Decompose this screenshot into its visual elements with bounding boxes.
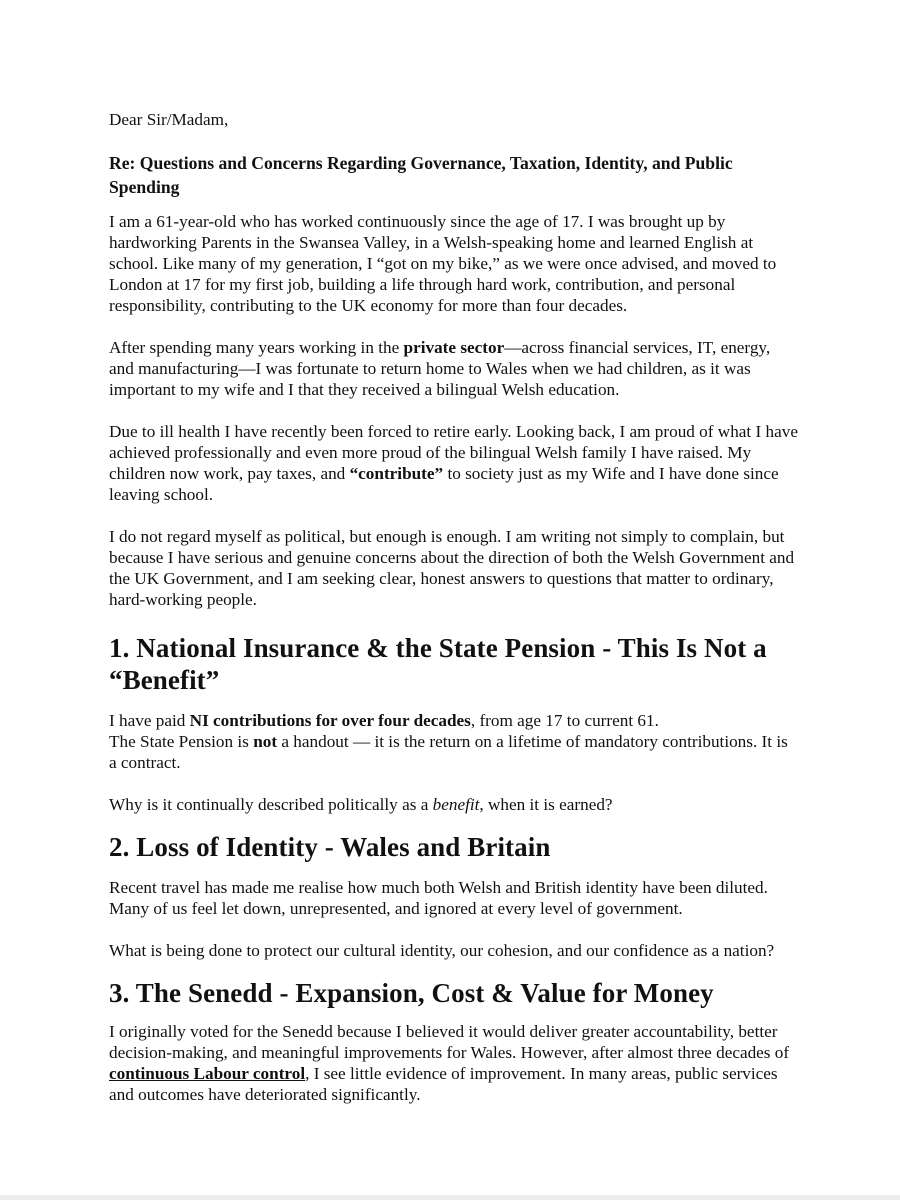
section-1-heading: 1. National Insurance & the State Pension - This Is Not a “Benefit” — [109, 633, 767, 695]
section-1-paragraph-1: I have paid NI contributions for over four decades, from age 17 to current 61. — [109, 711, 659, 730]
intro-paragraph-4: I do not regard myself as political, but enough is enough. I am writing not simply to complain, but because I have serious and genuine concerns about the direction of both the Welsh Government and the UK Government, and I am seeking clear, honest answers to questions that matter to ordinary, hard-working people. — [109, 527, 795, 609]
section-1-paragraph-2: The State Pension is not a handout — it is the return on a lifetime of mandatory contributions. It is a contract. — [109, 732, 788, 772]
section-2-paragraph-2: What is being done to protect our cultural identity, our cohesion, and our confidence as a nation? — [109, 941, 775, 960]
emphasis-contribute: “contribute” — [349, 464, 444, 483]
letter-page — [109, 109, 799, 1105]
emphasis-not: not — [253, 732, 278, 751]
subject-line: Re: Questions and Concerns Regarding Governance, Taxation, Identity, and Public Spending — [109, 153, 733, 197]
emphasis-private-sector: private sector — [403, 338, 505, 357]
intro-paragraph-3: Due to ill health I have recently been forced to retire early. Looking back, I am proud of what I have achieved professionally and even more proud of the bilingual Welsh family I have raised. My children now work, pay taxes, and “contribute” to society just as my Wife and I have done since leaving school. — [109, 422, 798, 504]
section-3-heading: 3. The Senedd - Expansion, Cost & Value for Money — [109, 978, 714, 1008]
intro-paragraph-1: I am a 61-year-old who has worked continuously since the age of 17. I was brought up by hardworking Parents in the Swansea Valley, in a Welsh-speaking home and learned English at school. Like many of my generation, I “got on my bike,” as we were once advised, and moved to London at 17 for my first job, building a life through hard work, contribution, and personal responsibility, contributing to the UK economy for more than four decades. — [109, 212, 777, 315]
section-1-paragraph-3: Why is it continually described politically as a benefit, when it is earned? — [109, 795, 613, 814]
section-2-heading: 2. Loss of Identity - Wales and Britain — [109, 832, 551, 862]
salutation: Dear Sir/Madam, — [109, 110, 229, 129]
emphasis-benefit: benefit — [432, 795, 480, 814]
intro-paragraph-2: After spending many years working in the private sector—across financial services, IT, energy, and manufacturing—I was fortunate to return home to Wales when we had children, as it was important to my wife and I that they received a bilingual Welsh education. — [109, 338, 771, 399]
emphasis-labour-control: continuous Labour control — [109, 1064, 306, 1083]
section-2-paragraph-1: Recent travel has made me realise how much both Welsh and British identity have been diluted. Many of us feel let down, unrepresented, and ignored at every level of government. — [109, 878, 768, 918]
section-3-paragraph-1: I originally voted for the Senedd because I believed it would deliver greater accountability, better decision-making, and meaningful improvements for Wales. However, after almost three decades of continuous Labour control, I see little evidence of improvement. In many areas, public services and outcomes have deteriorated significantly. — [109, 1022, 790, 1104]
page-bottom-edge — [0, 1195, 900, 1200]
emphasis-ni-contributions: NI contributions for over four decades — [189, 711, 471, 730]
